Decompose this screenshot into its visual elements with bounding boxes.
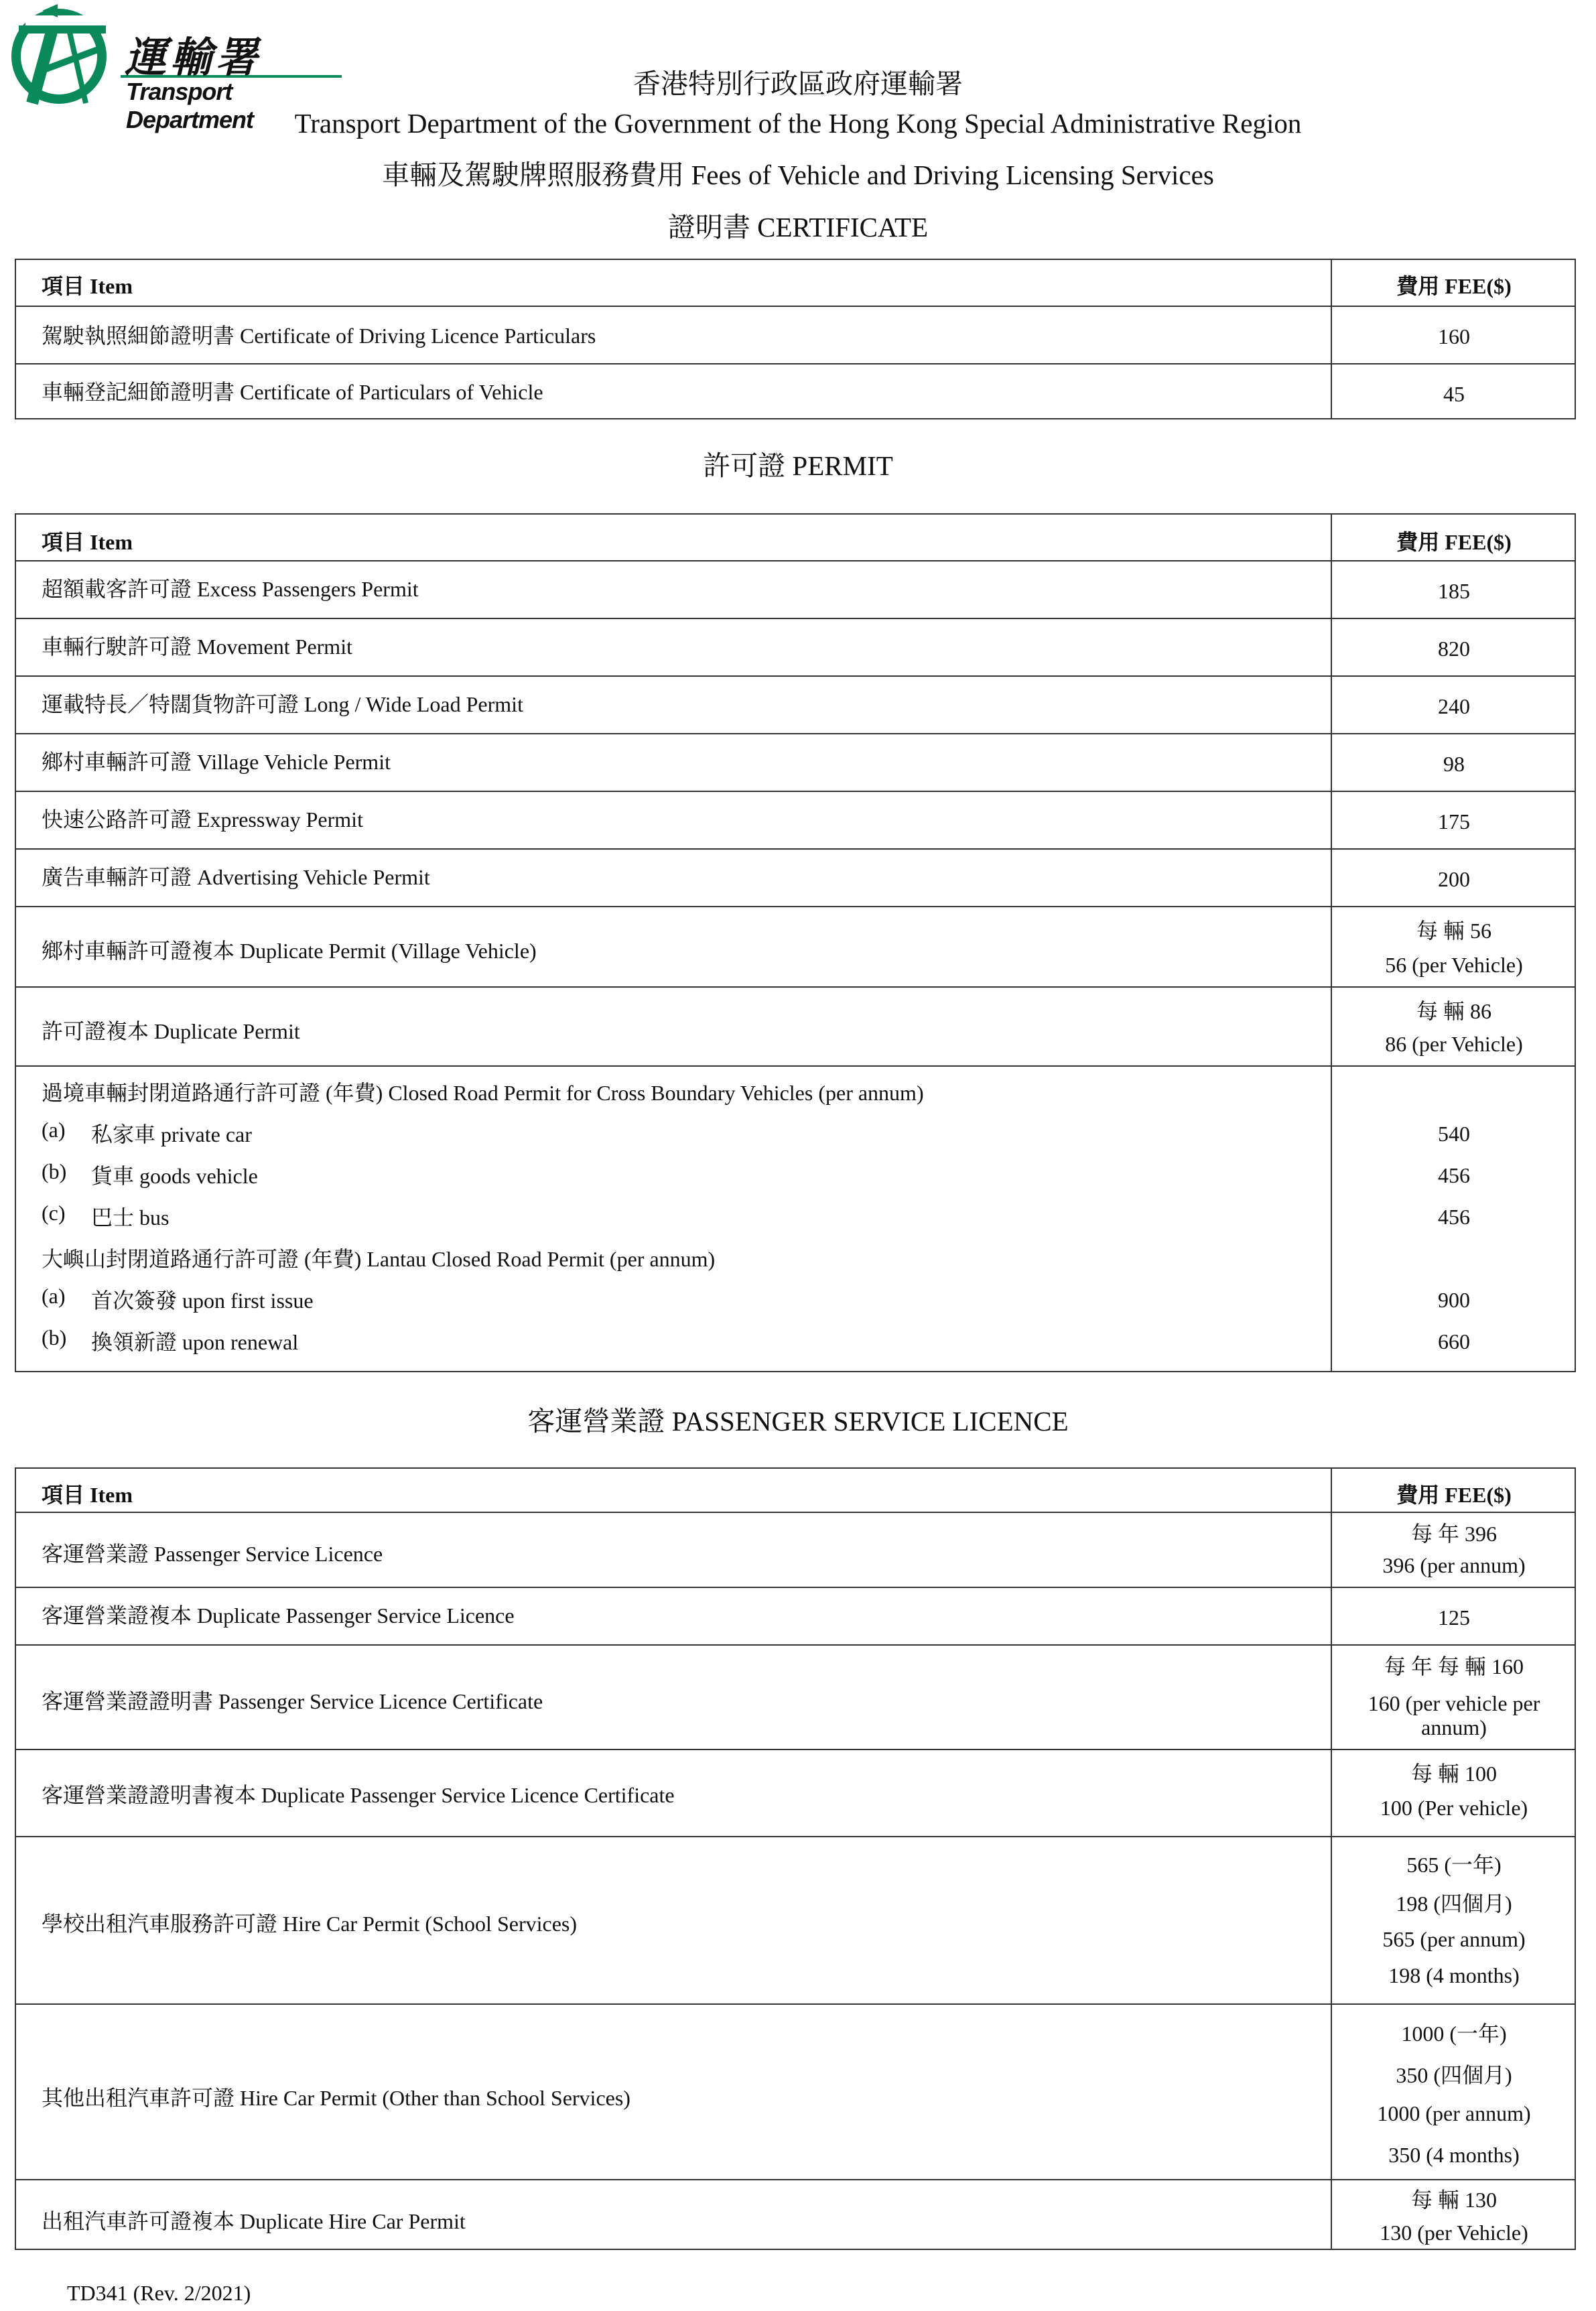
table-header-row: [16, 1469, 1575, 1512]
item-fee: 45: [1443, 382, 1465, 406]
table-header-row: [16, 260, 1575, 306]
item-fee-line: 100 (Per vehicle): [1380, 1796, 1528, 1820]
form-revision-number: TD341 (Rev. 2/2021): [67, 2281, 251, 2305]
header-chinese-title: 香港特別行政區政府運輸署: [633, 68, 963, 99]
table-row: [16, 1836, 1575, 2003]
sub-item-text: 貨車 goods vehicle: [91, 1164, 258, 1188]
column-header-fee: 費用 FEE($): [1396, 1483, 1512, 1507]
item-fee-line: 350 (4 months): [1388, 2143, 1520, 2167]
table-row: [16, 675, 1575, 733]
item-fee-line: 每 輛 130: [1410, 2188, 1497, 2212]
table-row: [16, 2179, 1575, 2249]
certificate-table: [15, 259, 1576, 419]
item-name: 客運營業證證明書複本 Duplicate Passenger Service Licence Certificate: [42, 1783, 675, 1807]
sub-item-text: 換領新證 upon renewal: [91, 1330, 299, 1354]
logo-chinese-name: 運輸署: [125, 33, 262, 82]
item-name: 快速公路許可證 Expressway Permit: [42, 807, 363, 832]
table-row: [16, 363, 1575, 418]
item-fee-line: annum): [1421, 1715, 1487, 1739]
item-fee-line: 198 (4 months): [1388, 1963, 1520, 1987]
item-fee-line: 每 年 396: [1410, 1522, 1497, 1546]
item-fee-chinese: 每 輛 56: [1416, 919, 1491, 943]
item-fee: 185: [1438, 579, 1470, 603]
item-fee-line: 每 年 每 輛 160: [1384, 1654, 1524, 1678]
column-header-item: 項目 Item: [42, 530, 133, 554]
item-name: 車輛登記細節證明書 Certificate of Particulars of Vehicle: [42, 380, 543, 404]
table-row: [16, 2003, 1575, 2179]
item-fee-line: 198 (四個月): [1396, 1892, 1512, 1916]
item-name: 客運營業證證明書 Passenger Service Licence Certificate: [42, 1689, 543, 1713]
table-row: [16, 306, 1575, 363]
sub-item-fee: 540: [1438, 1122, 1470, 1146]
table-row: [16, 791, 1575, 848]
item-fee-line: 350 (四個月): [1396, 2063, 1512, 2087]
permit-section-title: 許可證 PERMIT: [703, 450, 893, 481]
item-fee-line: 125: [1438, 1605, 1470, 1630]
sub-item-text: 巴士 bus: [91, 1205, 170, 1230]
table-row: [16, 560, 1575, 618]
item-name: 出租汽車許可證複本 Duplicate Hire Car Permit: [42, 2209, 466, 2233]
sub-item-fee: 456: [1438, 1205, 1470, 1229]
item-fee: 820: [1438, 637, 1470, 661]
psl-section-title: 客運營業證 PASSENGER SERVICE LICENCE: [527, 1406, 1069, 1437]
table-row: [16, 618, 1575, 675]
sub-item-label: (a): [42, 1118, 66, 1142]
table-row: [16, 1644, 1575, 1749]
header-english-title: Transport Department of the Government of the Hong Kong Special Administrative Region: [294, 108, 1302, 139]
table-row: [16, 906, 1575, 986]
item-fee-line: 396 (per annum): [1382, 1553, 1526, 1577]
closed-road-permit-row: [16, 1065, 1575, 1371]
item-name: 駕駛執照細節證明書 Certificate of Driving Licence Particulars: [42, 324, 596, 348]
item-name: 其他出租汽車許可證 Hire Car Permit (Other than School Services): [42, 2086, 630, 2110]
certificate-section-title: 證明書 CERTIFICATE: [667, 212, 929, 243]
item-name: 客運營業證 Passenger Service Licence: [42, 1542, 383, 1566]
sub-item-label: (b): [42, 1325, 67, 1349]
lantau-closed-road-heading: 大嶼山封閉道路通行許可證 (年費) Lantau Closed Road Permit (per annum): [42, 1247, 716, 1271]
column-header-fee: 費用 FEE($): [1396, 530, 1512, 554]
permit-table: [15, 513, 1576, 1372]
item-fee: 98: [1443, 752, 1465, 776]
table-row: [16, 848, 1575, 906]
table-row: [16, 986, 1575, 1065]
sub-item-label: (c): [42, 1201, 66, 1225]
item-fee-line: 130 (per Vehicle): [1380, 2221, 1528, 2245]
logo-english-name: Transport Department: [126, 78, 254, 133]
sub-item-fee: 900: [1438, 1288, 1470, 1312]
item-fee: 200: [1438, 867, 1470, 891]
item-name: 鄉村車輛許可證 Village Vehicle Permit: [42, 750, 391, 774]
item-name: 鄉村車輛許可證複本 Duplicate Permit (Village Vehicle): [42, 939, 537, 963]
table-row: [16, 1512, 1575, 1587]
item-fee-line: 565 (一年): [1406, 1853, 1502, 1877]
item-fee-line: 160 (per vehicle per: [1368, 1691, 1540, 1715]
item-fee-line: 每 輛 100: [1410, 1762, 1497, 1786]
item-name: 運載特長／特闊貨物許可證 Long / Wide Load Permit: [42, 692, 523, 716]
sub-item-label: (b): [42, 1159, 67, 1183]
sub-item-fee: 456: [1438, 1163, 1470, 1187]
sub-item-fee: 660: [1438, 1329, 1470, 1353]
table-header-row: [16, 515, 1575, 560]
item-fee: 160: [1438, 324, 1470, 348]
item-name: 超額載客許可證 Excess Passengers Permit: [42, 577, 419, 601]
item-fee-english: 56 (per Vehicle): [1385, 953, 1523, 977]
item-name: 客運營業證複本 Duplicate Passenger Service Licence: [42, 1603, 515, 1628]
column-header-item: 項目 Item: [42, 274, 133, 298]
item-fee-line: 1000 (per annum): [1377, 2101, 1531, 2125]
sub-item-text: 私家車 private car: [91, 1122, 252, 1146]
column-header-item: 項目 Item: [42, 1483, 133, 1507]
item-fee: 240: [1438, 694, 1470, 718]
sub-item-text: 首次簽發 upon first issue: [91, 1289, 314, 1313]
table-row: [16, 1749, 1575, 1836]
item-fee-chinese: 每 輛 86: [1416, 999, 1491, 1023]
item-fee-line: 1000 (一年): [1401, 2022, 1507, 2046]
item-fee-english: 86 (per Vehicle): [1385, 1032, 1523, 1056]
column-header-fee: 費用 FEE($): [1396, 274, 1512, 298]
table-row: [16, 733, 1575, 791]
psl-table: [15, 1467, 1576, 2250]
header-fees-title: 車輛及駕駛牌照服務費用 Fees of Vehicle and Driving Licensing Services: [382, 159, 1214, 190]
table-row: [16, 1587, 1575, 1644]
item-fee-line: 565 (per annum): [1382, 1927, 1526, 1951]
closed-road-heading: 過境車輛封閉道路通行許可證 (年費) Closed Road Permit for Cross Boundary Vehicles (per annum): [42, 1081, 924, 1105]
item-name: 許可證複本 Duplicate Permit: [42, 1019, 300, 1043]
item-name: 學校出租汽車服務許可證 Hire Car Permit (School Services): [42, 1912, 578, 1936]
item-fee: 175: [1438, 809, 1470, 834]
sub-item-label: (a): [42, 1284, 66, 1308]
item-name: 車輛行駛許可證 Movement Permit: [42, 635, 352, 659]
item-name: 廣告車輛許可證 Advertising Vehicle Permit: [42, 865, 430, 889]
